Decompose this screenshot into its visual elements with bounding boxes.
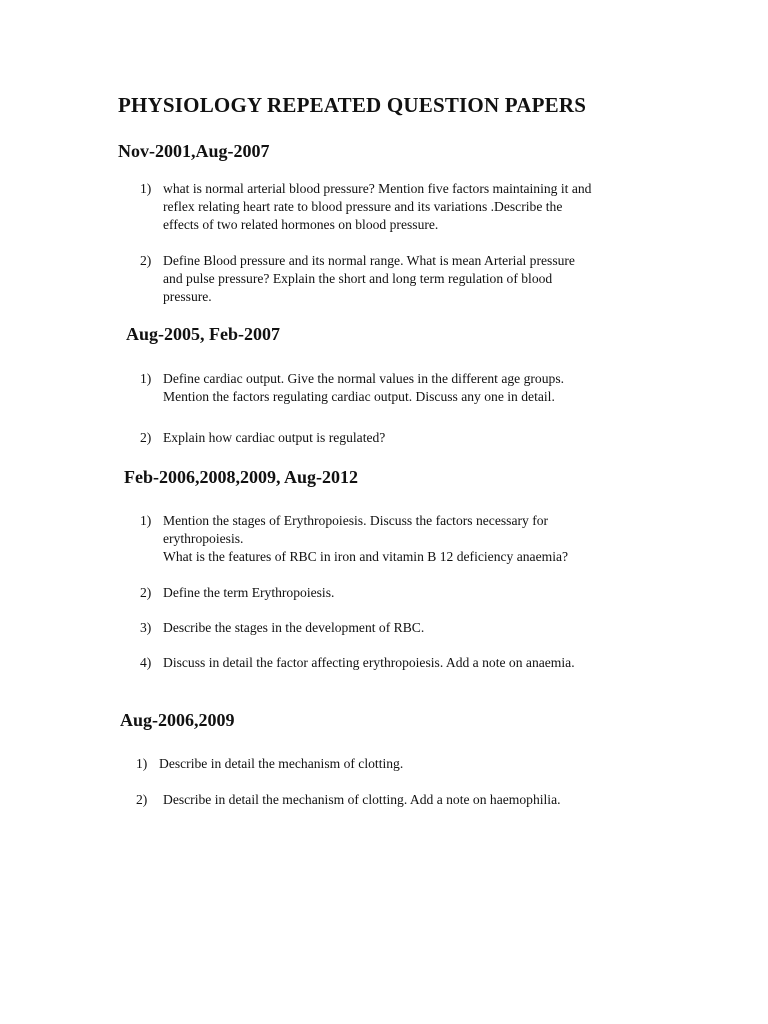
question-text: Mention the stages of Erythropoiesis. Discuss the factors necessary for erythropoiesis. What is the features of RBC in iron and vitamin B 12 deficiency anaemia? xyxy=(163,513,569,564)
question-item xyxy=(136,791,696,811)
question-text: Describe the stages in the development of RBC. xyxy=(163,620,425,635)
question-text: Describe in detail the mechanism of clotting. Add a note on haemophilia. xyxy=(163,792,561,807)
question-text: Discuss in detail the factor affecting erythropoiesis. Add a note on anaemia. xyxy=(163,655,575,670)
question-number: 1) xyxy=(140,513,152,528)
section-heading: Aug-2006,2009 xyxy=(120,710,235,730)
section-heading: Aug-2005, Feb-2007 xyxy=(126,324,280,344)
question-item xyxy=(136,755,696,775)
question-item xyxy=(140,252,700,308)
question-item xyxy=(140,370,700,408)
question-number: 1) xyxy=(140,181,152,196)
section-heading: Feb-2006,2008,2009, Aug-2012 xyxy=(124,467,358,487)
question-item xyxy=(140,429,700,449)
question-text: what is normal arterial blood pressure? Mention five factors maintaining it and reflex relating heart rate to blood pressure and its variations .Describe the effects of two related hormones on blood pressure. xyxy=(163,181,592,232)
question-number: 2) xyxy=(140,430,152,445)
question-text: Define Blood pressure and its normal range. What is mean Arterial pressure and pulse pressure? Explain the short and long term regulation of blood pressure. xyxy=(163,253,575,304)
question-number: 1) xyxy=(136,756,148,771)
question-number: 1) xyxy=(140,371,152,386)
question-text: Explain how cardiac output is regulated? xyxy=(163,430,386,445)
question-text: Describe in detail the mechanism of clotting. xyxy=(159,756,404,771)
question-number: 4) xyxy=(140,655,152,670)
document-title: PHYSIOLOGY REPEATED QUESTION PAPERS xyxy=(118,93,587,117)
question-number: 2) xyxy=(140,585,152,600)
question-text: Define cardiac output. Give the normal values in the different age groups. Mention the factors regulating cardiac output. Discuss any one in detail. xyxy=(163,371,565,404)
question-item xyxy=(140,584,700,604)
question-number: 2) xyxy=(136,792,148,807)
question-item xyxy=(140,654,700,674)
question-item xyxy=(140,619,700,639)
question-text: Define the term Erythropoiesis. xyxy=(163,585,335,600)
question-number: 3) xyxy=(140,620,152,635)
question-item xyxy=(140,512,700,568)
section-heading: Nov-2001,Aug-2007 xyxy=(118,141,270,161)
question-item xyxy=(140,180,700,236)
question-number: 2) xyxy=(140,253,152,268)
